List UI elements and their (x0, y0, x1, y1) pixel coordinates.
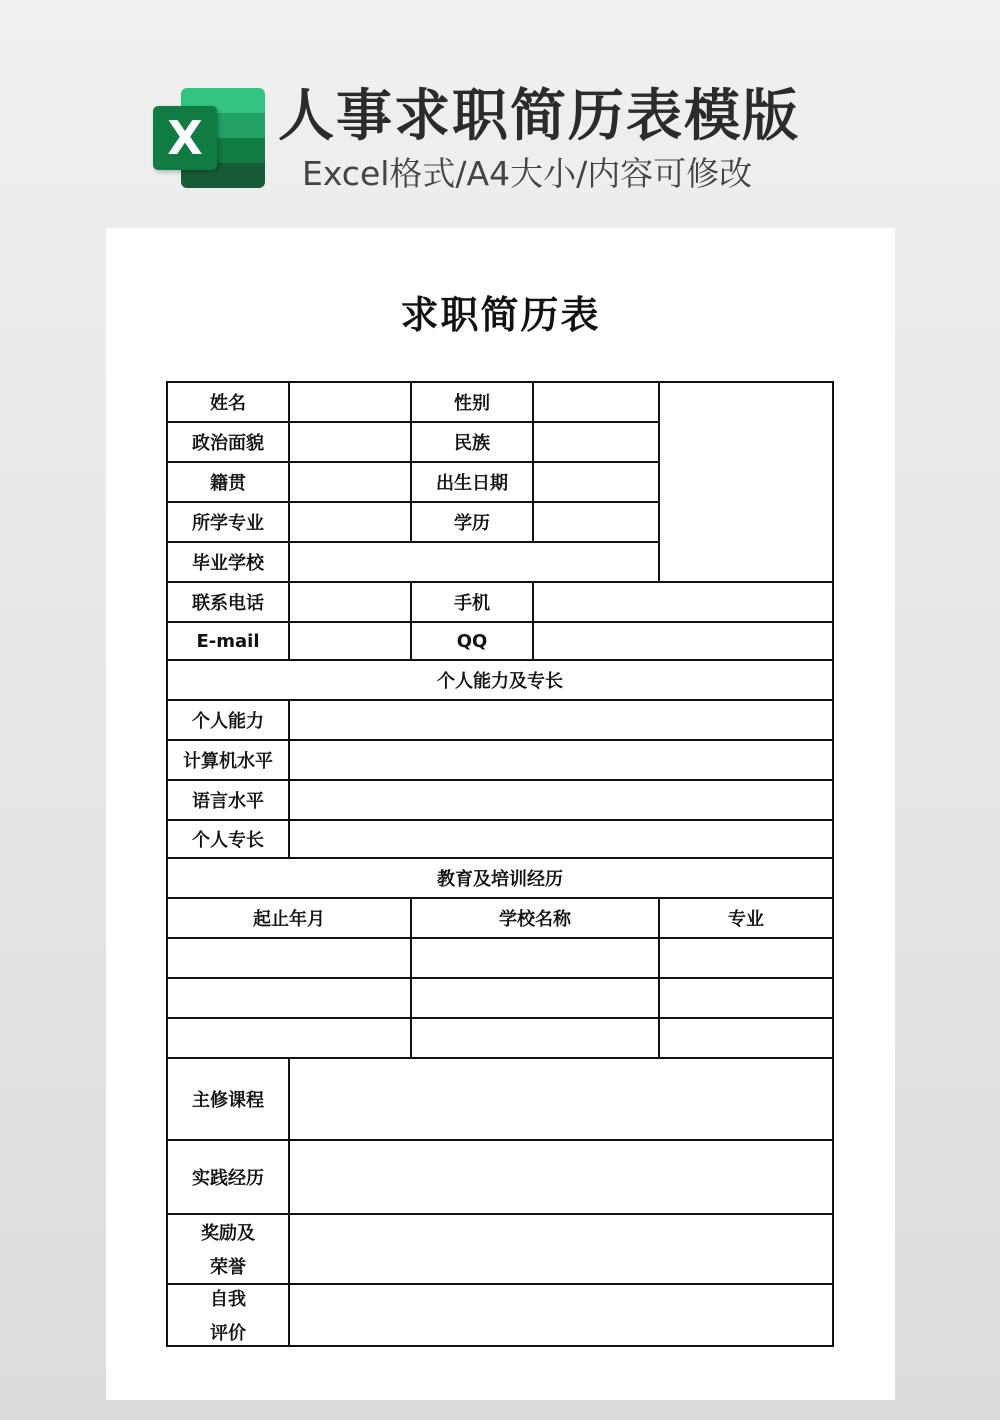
courses-label: 主修课程 (167, 1058, 289, 1140)
table-row (167, 978, 833, 1018)
photo-cell[interactable] (659, 382, 833, 582)
awards-cell[interactable] (289, 1214, 833, 1284)
specialty-label: 个人专长 (167, 820, 289, 858)
language-label: 语言水平 (167, 780, 289, 820)
table-row (167, 700, 833, 740)
political-label: 政治面貌 (167, 422, 289, 462)
resume-paper (106, 228, 895, 1400)
school-cell[interactable] (289, 542, 659, 582)
table-row (167, 1058, 833, 1140)
awards-label-line1: 奖励及 (201, 1223, 255, 1244)
ethnicity-label: 民族 (411, 422, 533, 462)
table-row (167, 740, 833, 780)
birth-date-label: 出生日期 (411, 462, 533, 502)
email-label: E-mail (167, 622, 289, 660)
major-label: 所学专业 (167, 502, 289, 542)
main-title: 人事求职简历表模版 (278, 84, 800, 149)
table-row (167, 660, 833, 700)
table-row (167, 1140, 833, 1214)
self-eval-cell[interactable] (289, 1284, 833, 1346)
table-row (167, 622, 833, 660)
education-major-cell[interactable] (659, 978, 833, 1018)
name-label: 姓名 (167, 382, 289, 422)
abilities-section-title: 个人能力及专长 (167, 660, 833, 700)
native-place-label: 籍贯 (167, 462, 289, 502)
table-row (167, 1284, 833, 1346)
ability-cell[interactable] (289, 700, 833, 740)
self-eval-label-line1: 自我 (210, 1289, 246, 1310)
mobile-cell[interactable] (533, 582, 833, 622)
table-row (167, 382, 833, 422)
excel-icon-letter: X (153, 106, 217, 170)
education-cell[interactable] (533, 502, 659, 542)
table-row (167, 898, 833, 938)
qq-cell[interactable] (533, 622, 833, 660)
specialty-cell[interactable] (289, 820, 833, 858)
computer-cell[interactable] (289, 740, 833, 780)
gender-label: 性别 (411, 382, 533, 422)
awards-label-line2: 荣誉 (210, 1257, 246, 1278)
table-row (167, 1018, 833, 1058)
education-label: 学历 (411, 502, 533, 542)
practice-cell[interactable] (289, 1140, 833, 1214)
self-eval-label-line2: 评价 (210, 1323, 246, 1344)
sub-title: Excel格式/A4大小/内容可修改 (302, 154, 753, 193)
table-row (167, 780, 833, 820)
table-row (167, 858, 833, 898)
document-title: 求职简历表 (400, 293, 601, 337)
computer-label: 计算机水平 (167, 740, 289, 780)
courses-cell[interactable] (289, 1058, 833, 1140)
mobile-label: 手机 (411, 582, 533, 622)
awards-label (167, 1214, 289, 1284)
excel-icon (153, 88, 265, 188)
phone-label: 联系电话 (167, 582, 289, 622)
email-cell[interactable] (289, 622, 411, 660)
education-period-cell[interactable] (167, 1018, 411, 1058)
education-period-cell[interactable] (167, 938, 411, 978)
phone-cell[interactable] (289, 582, 411, 622)
resume-table (166, 381, 834, 1347)
qq-label: QQ (411, 622, 533, 660)
birth-date-cell[interactable] (533, 462, 659, 502)
school-column-header: 学校名称 (411, 898, 659, 938)
school-label: 毕业学校 (167, 542, 289, 582)
table-row (167, 1214, 833, 1284)
major-column-header: 专业 (659, 898, 833, 938)
practice-label: 实践经历 (167, 1140, 289, 1214)
ethnicity-cell[interactable] (533, 422, 659, 462)
table-row (167, 820, 833, 858)
education-section-title: 教育及培训经历 (167, 858, 833, 898)
education-period-cell[interactable] (167, 978, 411, 1018)
political-cell[interactable] (289, 422, 411, 462)
education-school-cell[interactable] (411, 938, 659, 978)
education-major-cell[interactable] (659, 1018, 833, 1058)
table-row (167, 582, 833, 622)
name-cell[interactable] (289, 382, 411, 422)
gender-cell[interactable] (533, 382, 659, 422)
period-column-header: 起止年月 (167, 898, 411, 938)
native-place-cell[interactable] (289, 462, 411, 502)
self-eval-label (167, 1284, 289, 1346)
language-cell[interactable] (289, 780, 833, 820)
education-major-cell[interactable] (659, 938, 833, 978)
template-header (0, 0, 1000, 228)
ability-label: 个人能力 (167, 700, 289, 740)
education-school-cell[interactable] (411, 1018, 659, 1058)
education-school-cell[interactable] (411, 978, 659, 1018)
major-cell[interactable] (289, 502, 411, 542)
table-row (167, 938, 833, 978)
